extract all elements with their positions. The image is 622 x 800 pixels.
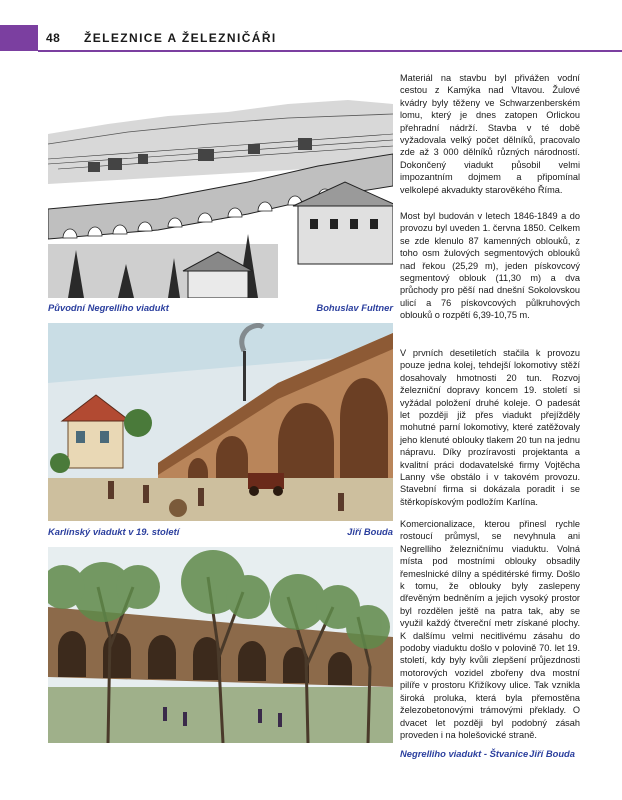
caption-title: Negrelliho viadukt - Štvanice: [400, 748, 529, 759]
header-rule: [38, 50, 622, 52]
caption-credit: Jiří Bouda: [529, 748, 575, 759]
figure-caption: [48, 526, 393, 537]
engraving-illustration: [48, 74, 393, 298]
figure-original-viaduct: [48, 74, 393, 298]
figure-stvanice-viaduct: [48, 547, 393, 743]
caption-title: Původní Negrelliho viadukt: [48, 302, 169, 313]
header-accent-tab: [0, 25, 38, 51]
running-title: ŽELEZNICE A ŽELEZNIČÁŘI: [84, 31, 277, 45]
caption-credit: Bohuslav Fultner: [316, 302, 393, 313]
caption-credit: Jiří Bouda: [347, 526, 393, 537]
page-number: 48: [46, 31, 61, 45]
stvanice-illustration: [48, 547, 393, 743]
body-paragraph: Materiál na stavbu byl přivážen vodní cestou z Kamýka nad Vltavou. Žulové kvádry byly těženy ve Schwarzenberském lomu, který je dnes zatopen Orlickou přehradní nádrží. Stavba v té době vyžadovala velký počet dělníků, pracovalo zde až 3 000 dělníků různých národností. Dokončený viadukt působil velmi impozantním dojmem a připomínal velkolepé akvadukty starověkého Říma.: [400, 73, 580, 195]
figure-caption: [48, 302, 393, 313]
figure-karlin-viaduct: [48, 323, 393, 521]
body-paragraph: Komercionalizace, kterou přinesl rychle rostoucí průmysl, se nevyhnula ani Negrelliho železničnímu viaduktu. Volná místa pod mostními oblouky obsadily řemeslnické dílny a spéditérské firmy. Došlo k tomu, že oblouky byly zaslepeny dřevěným bedněním a jejich vysoký prostor byl rozdělen ještě na patra tak, aby se využil každý čtvereční metr získané plochy. K dalšímu velmi necitlivému zásahu do podoby viaduktu došlo v polovině 70. let 19. století, kdy byly kvůli zlepšení průjezdnosti motorových vozidel zbořeny dva mostní pilíře v prostoru Křižíkovy ulice. Tak vznikla široká proluka, která byla přemostěna železobetonovými trámovými překlady. O dvacet let později byl podobný zásah proveden i na holešovické straně.: [400, 519, 580, 740]
body-paragraph: V prvních desetiletích stačila k provozu pouze jedna kolej, tehdejší lokomotivy stěží dosahovaly hmotnosti 20 tun. Rozvoj železniční dopravy koncem 19. století si vyžádal položení druhé koleje. O padesát let později již přes viadukt přejížděly mohutné parní lokomotivy, které zatěžovaly jeho klenuté oblouky tlakem 20 tun na jednu nápravu. Díky prozíravosti projektanta a kvalitní práci dodavatelské firmy Vojtěcha Lanny vše obstálo i v takovém provozu. Stavební firma si dokázala poradit i se štěrkopískovým podložím Karlína.: [400, 348, 580, 507]
body-paragraph: Most byl budován v letech 1846-1849 a do provozu byl uveden 1. června 1850. Celkem se zde klenulo 87 kamenných oblouků, z toho osm žulových segmentových oblouků nad řekou (25,29 m), jeden pískovcový segmentový oblouk (11,30 m) a dva průchody pro pěší nad dnešní Sokolovskou ulicí a 76 pískovcových půlkruhových oblouků o rozpětí 6,39-10,75 m.: [400, 211, 580, 321]
caption-title: Karlínský viadukt v 19. století: [48, 526, 180, 537]
figure-caption: [400, 748, 575, 759]
karlin-illustration: [48, 323, 393, 521]
